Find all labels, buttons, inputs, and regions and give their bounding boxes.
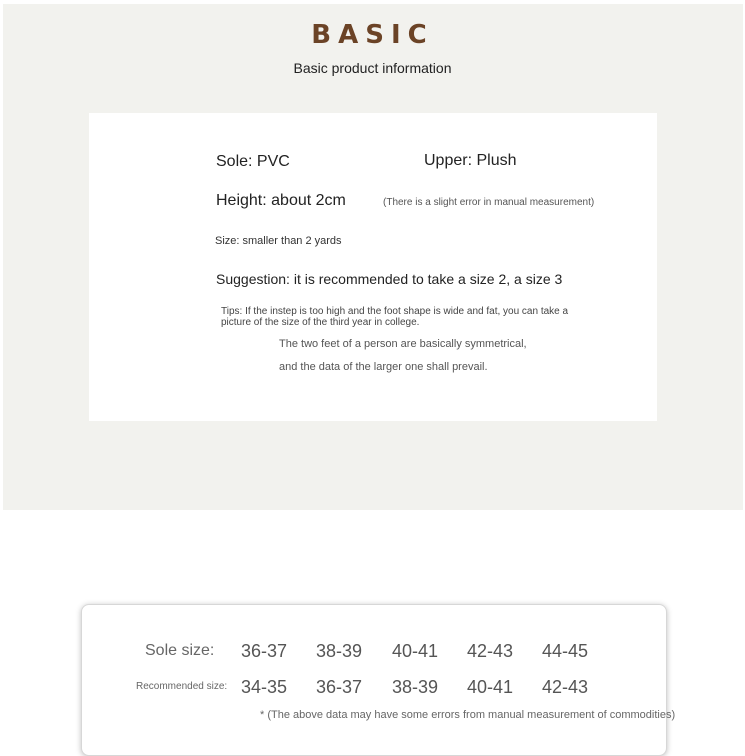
recommended-size-value: 36-37 — [315, 677, 363, 697]
page-title: BASIC — [311, 20, 434, 50]
size-spec: Size: smaller than 2 yards — [215, 235, 342, 247]
size-suggestion: Suggestion: it is recommended to take a size 2, a size 3 — [216, 271, 563, 287]
page-subtitle: Basic product information — [293, 60, 452, 76]
recommended-size-value: 38-39 — [391, 677, 439, 697]
measurement-footnote: * (The above data may have some errors from manual measurement of commodities) — [260, 709, 676, 721]
height-note: (There is a slight error in manual measurement) — [383, 197, 595, 208]
sole-size-value: 36-37 — [240, 641, 288, 661]
recommended-size-value: 42-43 — [541, 677, 589, 697]
symmetry-note-line-1: The two feet of a person are basically symmetrical, — [279, 338, 527, 350]
symmetry-note-line-2: and the data of the larger one shall prevail. — [279, 361, 488, 373]
recommended-size-value: 40-41 — [466, 677, 514, 697]
fit-tips: Tips: If the instep is too high and the foot shape is wide and fat, you can take a picture of the size of the third year in college. — [221, 306, 569, 328]
sole-size-label: Sole size: — [145, 642, 215, 659]
sole-size-value: 40-41 — [391, 641, 439, 661]
sole-size-value: 42-43 — [466, 641, 514, 661]
upper-material: Upper: Plush — [424, 152, 517, 169]
height-spec: Height: about 2cm — [216, 192, 346, 209]
product-info-card — [89, 113, 657, 421]
recommended-size-label: Recommended size: — [136, 681, 228, 692]
size-chart-card — [81, 604, 676, 756]
sole-material: Sole: PVC — [216, 153, 290, 170]
sole-size-value: 38-39 — [315, 641, 363, 661]
recommended-size-value: 34-35 — [240, 677, 288, 697]
sole-size-value: 44-45 — [541, 641, 589, 661]
